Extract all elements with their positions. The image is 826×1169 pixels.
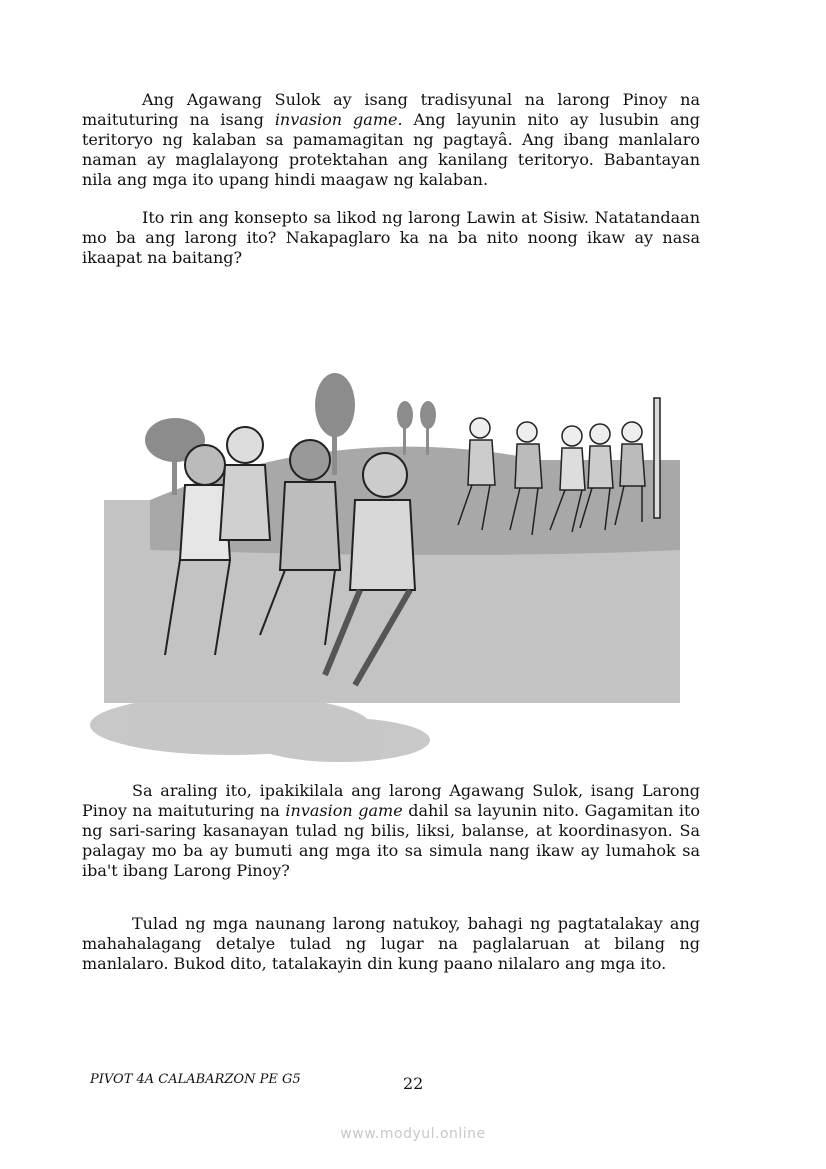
paragraph-lawin-sisiw-text: Ito rin ang konsepto sa likod ng larong Lawin at Sisiw. Natatandaan mo ba ang larong ito? Nakapaglaro ka na ba nito noong ikaw ay nasa ikaapat na baitang? [82,208,700,267]
paragraph-details-text: Tulad ng mga naunang larong natukoy, bahagi ng pagtatalakay ang mahahalagang detalye tulad ng lugar na paglalaruan at bilang ng manlalaro. Bukod dito, tatalakayin din kung paano nilalaro ang mga ito. [82,914,700,973]
paragraph-details [82,914,700,974]
paragraph-intro [82,90,700,190]
paragraph-intro-text-b: Ang layunin nito ay lusubin ang teritoryo ng kalaban sa pamamagitan ng pagtayâ. Ang ibang manlalaro naman ay maglalayong protektahan ang kanilang teritoryo. Babantayan nila ang mga ito upang hindi maagaw ng kalaban. [82,110,701,189]
page-number: 22 [403,1074,424,1093]
paragraph-intro-emphasis: invasion game. [274,110,403,129]
paragraph-intro-text-a: Ang Agawang Sulok ay isang tradisyunal na larong Pinoy na maituturing na isang [82,90,700,129]
ground-speckle [90,695,430,762]
paragraph-lesson-emphasis: invasion game [285,801,403,820]
paragraph-lawin-sisiw [82,208,700,268]
paragraph-lesson [82,781,700,881]
children-playing-illustration [80,370,690,780]
watermark-text: www.modyul.online [340,1126,486,1142]
paragraph-lesson-text-b: dahil sa layunin nito. Gagamitan ito ng sari-saring kasanayan tulad ng bilis, liksi, balanse, at koordinasyon. Sa palagay mo ba ay bumuti ang mga ito sa simula nang ikaw ay lumahok sa iba't ibang Larong Pinoy? [82,801,701,880]
paragraph-lesson-text-a: Sa araling ito, ipakikilala ang larong Agawang Sulok, isang Larong Pinoy na maituturing na [82,781,700,820]
footer-label: PIVOT 4A CALABARZON PE G5 [90,1072,301,1087]
